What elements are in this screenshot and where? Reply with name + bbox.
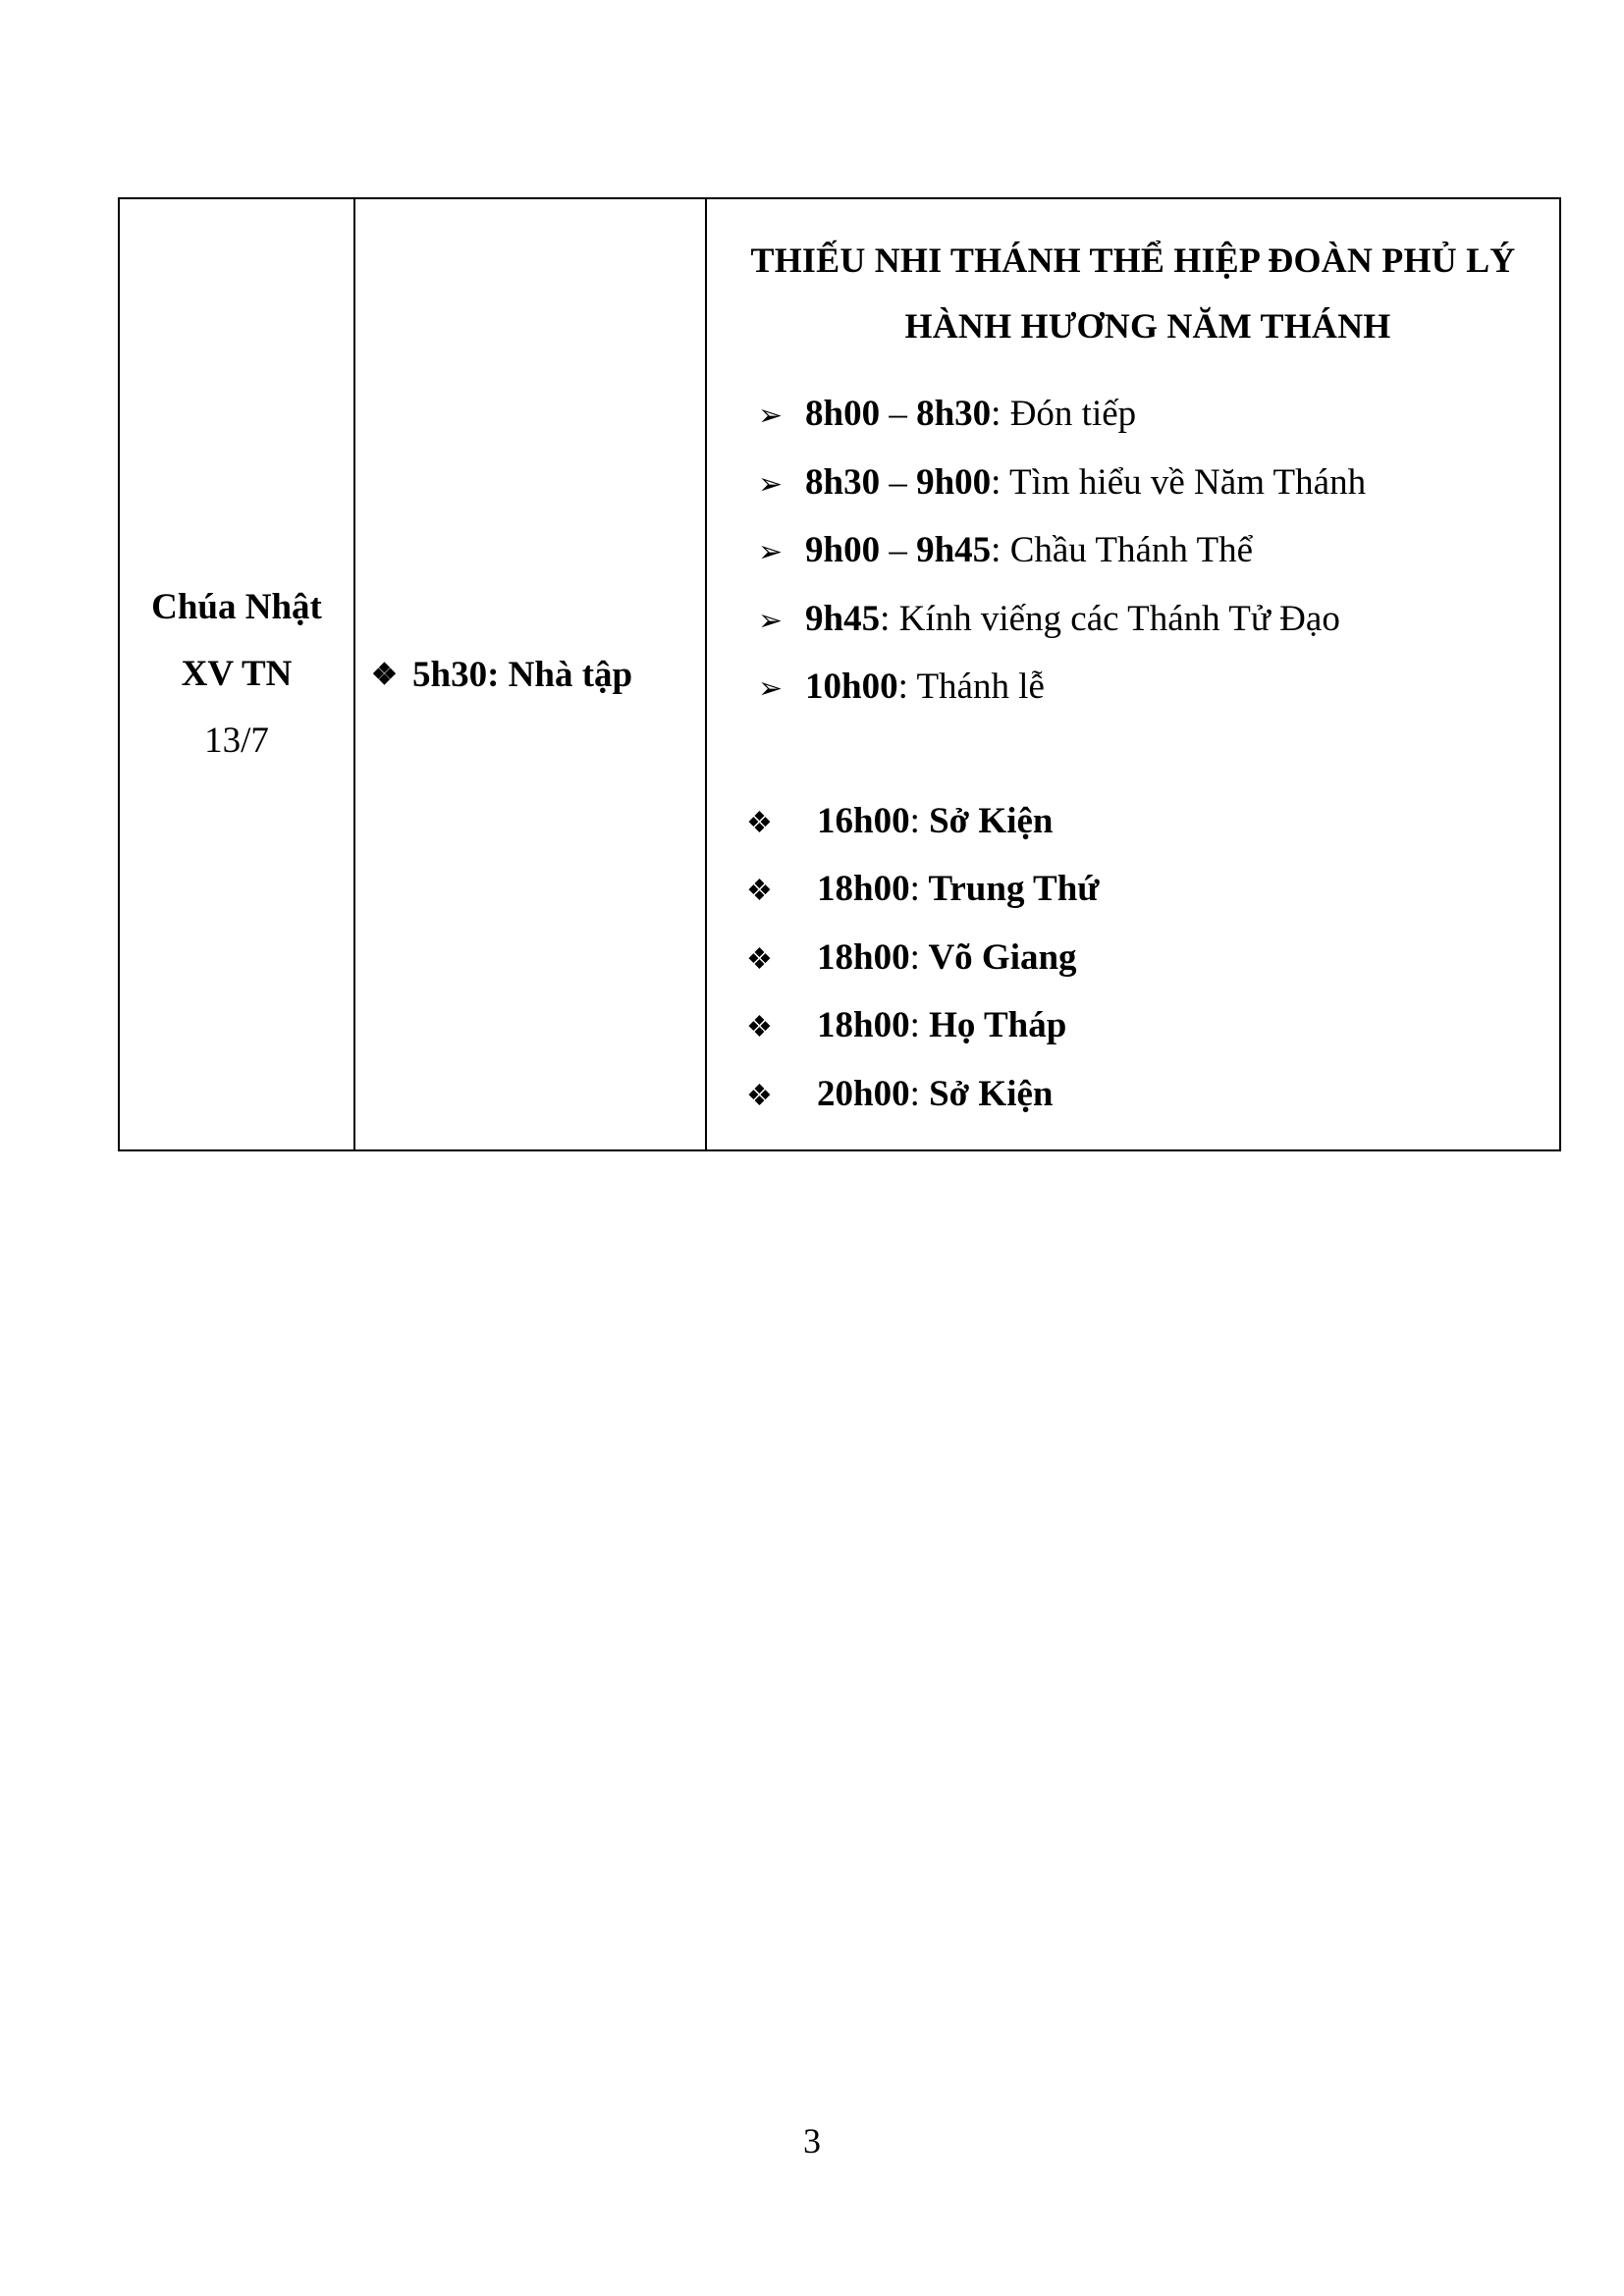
day-name: Chúa Nhật [151,587,322,627]
mass-sep: : [909,800,920,841]
list-item [746,856,1559,925]
diamond-bullet-icon: ❖ [371,658,398,691]
item-dash: – [880,394,917,434]
item-start-time: 8h30 [805,461,881,503]
mass-time: 18h00 [817,1005,910,1045]
item-start-time: 10h00 [805,667,898,707]
mass-time: 20h00 [817,1073,910,1114]
list-item [746,925,1559,993]
item-dash: – [880,461,917,503]
arrow-bullet-icon: ➢ [758,672,784,705]
program-list [707,381,1559,722]
arrow-bullet-icon: ➢ [758,467,784,501]
item-sep: : [991,461,1001,503]
item-text: Tìm hiểu về Năm Thánh [1001,461,1367,503]
mass-place: Họ Tháp [919,1005,1067,1045]
mass-time: 16h00 [817,800,910,841]
day-week: XV TN [181,654,293,694]
item-sep: : [991,394,1001,434]
morning-place: Nhà tập [508,654,633,695]
page-number: 3 [803,2121,821,2161]
item-start-time: 9h00 [805,530,881,570]
mass-sep: : [909,936,920,978]
day-date: 13/7 [204,721,269,761]
list-item [746,1061,1559,1130]
arrow-bullet-icon: ➢ [758,400,784,432]
list-item [758,381,1559,450]
item-text: Kính viếng các Thánh Tử Đạo [890,598,1340,639]
arrow-bullet-icon: ➢ [758,604,784,637]
diamond-bullet-icon: ❖ [746,1011,773,1043]
diamond-bullet-icon: ❖ [746,806,773,839]
item-sep: : [897,667,908,707]
heading-line-2: HÀNH HƯƠNG NĂM THÁNH [904,306,1391,346]
item-dash: – [880,530,917,570]
mass-sep: : [909,869,920,909]
mass-place: Trung Thứ [919,869,1100,909]
mass-sep: : [909,1073,920,1114]
mass-time: 18h00 [817,936,910,978]
item-start-time: 9h45 [805,598,881,639]
diamond-bullet-icon: ❖ [746,942,773,976]
schedule-table [118,197,1561,1151]
item-end-time: 9h45 [916,530,992,570]
morning-time: 5h30 [412,654,488,695]
list-item [746,992,1559,1061]
mass-list [707,788,1559,1130]
mass-place: Võ Giang [919,936,1077,978]
morning-sep: : [487,654,500,695]
day-cell [119,198,354,1150]
program-cell [706,198,1560,1150]
mass-place: Sở Kiện [919,800,1054,841]
list-item [758,654,1559,722]
mass-sep: : [909,1005,920,1045]
item-sep: : [880,598,891,639]
item-end-time: 9h00 [916,461,992,503]
item-end-time: 8h30 [916,394,992,434]
mass-time: 18h00 [817,869,910,909]
item-text: Đón tiếp [1001,394,1137,434]
table-row [119,198,1560,1150]
list-item [758,450,1559,518]
item-start-time: 8h00 [805,394,881,434]
diamond-bullet-icon: ❖ [746,1079,773,1112]
program-heading [707,199,1559,359]
list-item [746,788,1559,857]
list-item [758,517,1559,586]
morning-cell [354,198,706,1150]
heading-line-1: THIẾU NHI THÁNH THỂ HIỆP ĐOÀN PHỦ LÝ [750,240,1516,280]
arrow-bullet-icon: ➢ [758,536,784,568]
item-text: Thánh lễ [907,667,1045,707]
item-text: Chầu Thánh Thể [1001,530,1253,570]
diamond-bullet-icon: ❖ [746,875,773,907]
item-sep: : [991,530,1001,570]
list-item [758,586,1559,655]
mass-place: Sở Kiện [919,1073,1054,1114]
